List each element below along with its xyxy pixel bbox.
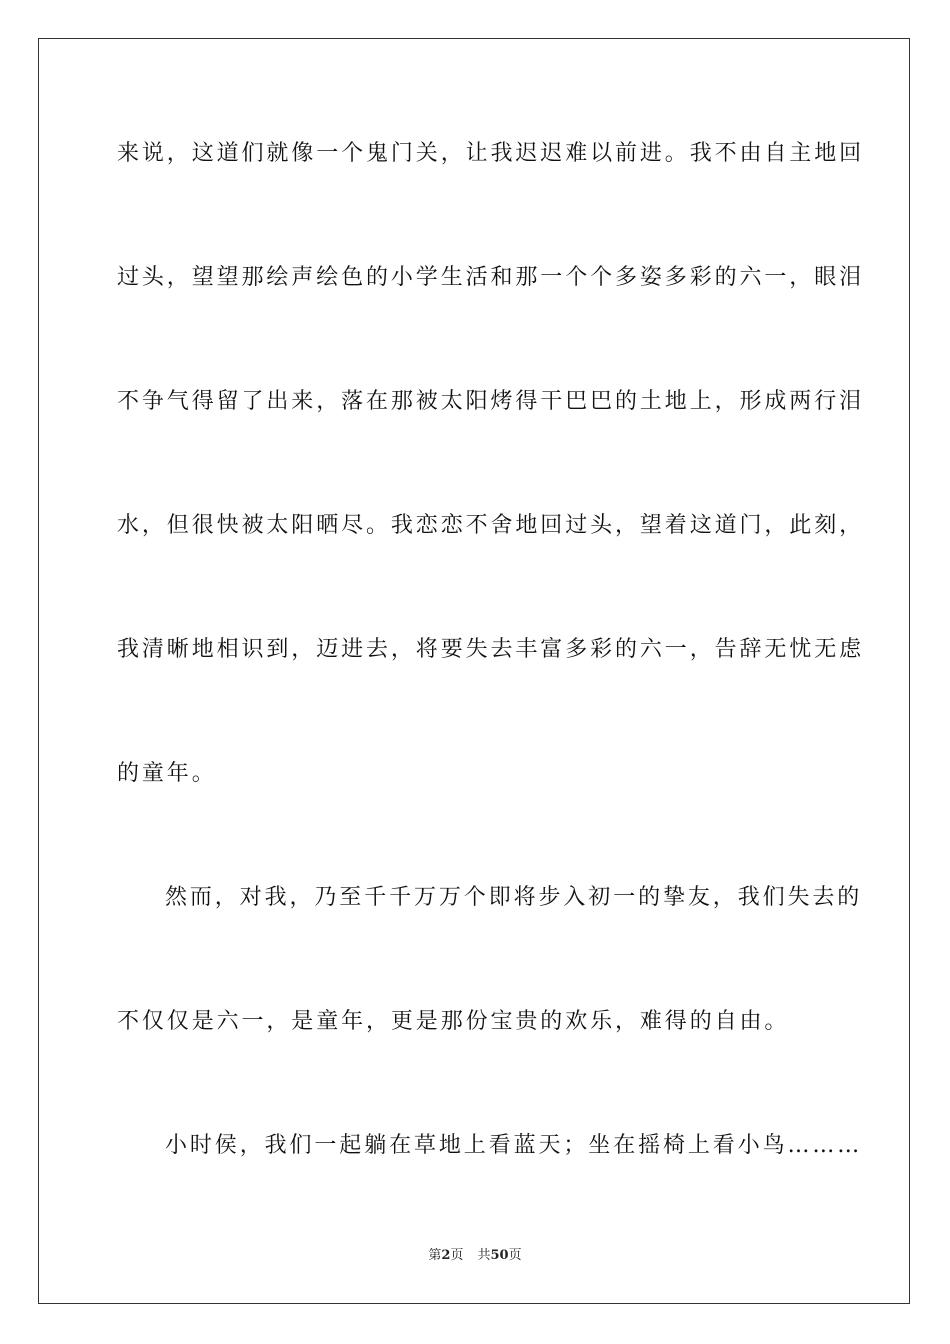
footer-page-suffix: 页 — [450, 1248, 464, 1263]
paragraph-line: 我清晰地相识到，迈进去，将要失去丰富多彩的六一，告辞无忧无虑 — [117, 637, 865, 662]
paragraph-line: 然而，对我，乃至千千万万个即将步入初一的挚友，我们失去的 — [165, 885, 863, 910]
footer-page-number: 2 — [441, 1248, 451, 1263]
footer-total-suffix: 页 — [508, 1248, 522, 1263]
page-border — [38, 38, 910, 1304]
paragraph-line: 不仅仅是六一，是童年，更是那份宝贵的欢乐，难得的自由。 — [117, 1009, 790, 1034]
footer-total-prefix: 共 — [477, 1248, 491, 1263]
paragraph-line: 水，但很快被太阳晒尽。我恋恋不舍地回过头，望着这道门，此刻， — [117, 513, 865, 538]
footer-total-pages: 50 — [490, 1248, 509, 1263]
paragraph-line: 小时侯，我们一起躺在草地上看蓝天；坐在摇椅上看小鸟……… — [165, 1133, 863, 1158]
paragraph-line: 来说，这道们就像一个鬼门关，让我迟迟难以前进。我不由自主地回 — [117, 141, 865, 166]
footer-page-prefix: 第 — [428, 1248, 442, 1263]
page-footer — [0, 1247, 950, 1265]
paragraph-line: 过头，望望那绘声绘色的小学生活和那一个个多姿多彩的六一，眼泪 — [117, 265, 865, 290]
paragraph-line: 不争气得留了出来，落在那被太阳烤得干巴巴的土地上，形成两行泪 — [117, 389, 865, 414]
paragraph-line: 的童年。 — [117, 761, 217, 786]
